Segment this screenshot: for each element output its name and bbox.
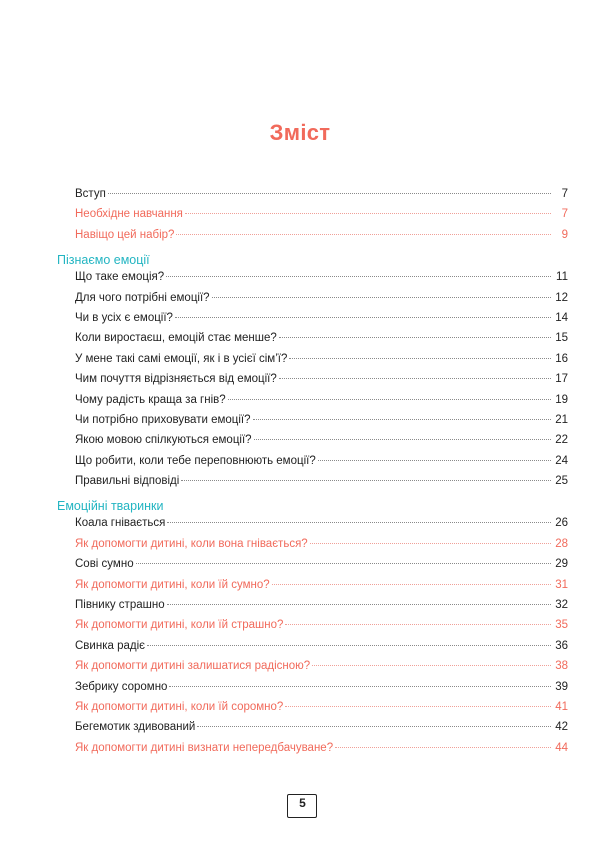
toc-entry-page: 36 <box>555 639 568 652</box>
section-1-items <box>75 271 568 495</box>
toc-entry <box>75 599 568 619</box>
toc-entry-label: Для чого потрібні емоції? <box>75 291 210 304</box>
toc-entry-page: 38 <box>555 660 568 673</box>
toc-entry <box>75 414 568 434</box>
toc-entry <box>75 681 568 701</box>
dot-leader <box>285 624 551 625</box>
toc-entry-page: 9 <box>561 228 568 241</box>
dot-leader <box>185 213 551 214</box>
dot-leader <box>169 686 551 687</box>
toc-entry-page: 16 <box>555 352 568 365</box>
table-of-contents <box>57 188 568 762</box>
dot-leader <box>167 604 551 605</box>
toc-entry <box>75 188 568 208</box>
toc-entry-page: 11 <box>556 271 568 284</box>
toc-entry-page: 26 <box>555 517 568 530</box>
toc-entry-page: 32 <box>555 599 568 612</box>
dot-leader <box>253 419 551 420</box>
dot-leader <box>272 584 551 585</box>
dot-leader <box>254 439 551 440</box>
toc-entry-label: Що робити, коли тебе переповнюють емоції? <box>75 454 316 467</box>
toc-entry-label: Сові сумно <box>75 558 134 571</box>
toc-entry-page: 17 <box>555 373 568 386</box>
toc-entry <box>75 292 568 312</box>
toc-entry-label: Необхідне навчання <box>75 208 183 221</box>
toc-entry-page: 42 <box>555 721 568 734</box>
toc-entry-label: Чим почуття відрізняється від емоції? <box>75 373 277 386</box>
toc-entry <box>75 640 568 660</box>
toc-entry <box>75 538 568 558</box>
toc-entry <box>75 619 568 639</box>
toc-entry-label: Як допомогти дитині залишатися радісною? <box>75 660 311 673</box>
toc-entry <box>75 394 568 414</box>
toc-entry-label: Чому радість краща за гнів? <box>75 393 226 406</box>
dot-leader <box>279 378 551 379</box>
section-heading-1: Пізнаємо емоції <box>57 253 150 268</box>
toc-entry-label: Чи потрібно приховувати емоції? <box>75 413 251 426</box>
toc-entry-page: 35 <box>555 619 568 632</box>
dot-leader <box>181 480 551 481</box>
toc-entry-page: 7 <box>561 208 568 221</box>
toc-entry-page: 24 <box>555 454 568 467</box>
dot-leader <box>197 726 551 727</box>
toc-entry <box>75 312 568 332</box>
toc-entry-label: Як допомогти дитині, коли їй страшно? <box>75 619 284 632</box>
toc-entry-label: Що таке емоція? <box>75 271 165 284</box>
toc-entry-label: Вступ <box>75 188 106 200</box>
dot-leader <box>175 317 551 318</box>
toc-entry <box>75 208 568 228</box>
dot-leader <box>228 399 551 400</box>
page-title: Зміст <box>269 120 331 145</box>
dot-leader <box>136 563 551 564</box>
toc-entry-page: 29 <box>555 558 568 571</box>
toc-entry <box>75 579 568 599</box>
toc-entry-page: 19 <box>555 393 568 406</box>
dot-leader <box>335 747 551 748</box>
dot-leader <box>318 460 551 461</box>
toc-entry-page: 14 <box>555 311 568 324</box>
toc-entry <box>75 455 568 475</box>
toc-entry-label: Коли виростаєш, емоцій стає менше? <box>75 332 277 345</box>
toc-entry <box>75 475 568 495</box>
toc-entry-page: 22 <box>555 434 568 447</box>
toc-entry-page: 44 <box>555 741 568 754</box>
toc-entry <box>75 353 568 373</box>
dot-leader <box>279 337 551 338</box>
toc-entry <box>75 434 568 454</box>
dot-leader <box>176 234 551 235</box>
toc-entry-label: Півнику страшно <box>75 599 165 612</box>
dot-leader <box>167 522 551 523</box>
toc-entry-page: 31 <box>555 578 568 591</box>
toc-entry <box>75 701 568 721</box>
page-number-box <box>287 788 317 817</box>
toc-entry-label: Якою мовою спілкуються емоції? <box>75 434 252 447</box>
toc-entry <box>75 373 568 393</box>
dot-leader <box>285 706 551 707</box>
toc-entry <box>75 660 568 680</box>
toc-entry-page: 15 <box>555 332 568 345</box>
toc-entry-label: Чи в усіх є емоції? <box>75 311 173 324</box>
toc-entry <box>75 271 568 291</box>
section-2-items <box>75 517 568 762</box>
toc-entry <box>75 558 568 578</box>
toc-entry-label: Правильні відповіді <box>75 475 180 488</box>
dot-leader <box>166 276 551 277</box>
section-heading-2: Емоційні тваринки <box>57 499 164 514</box>
toc-entry-label: Як допомогти дитині, коли їй соромно? <box>75 700 284 713</box>
toc-entry <box>75 229 568 249</box>
toc-entry <box>75 517 568 537</box>
toc-entry-label: Навіщо цей набір? <box>75 228 175 241</box>
toc-entry-page: 12 <box>555 291 568 304</box>
toc-entry-page: 21 <box>555 413 568 426</box>
toc-entry <box>75 721 568 741</box>
page-number: 5 <box>299 796 306 810</box>
toc-entry-label: Як допомогти дитині, коли вона гнівається? <box>75 537 308 550</box>
dot-leader <box>289 358 551 359</box>
dot-leader <box>212 297 551 298</box>
toc-entry-page: 41 <box>555 700 568 713</box>
toc-entry-label: Коала гнівається <box>75 517 166 530</box>
toc-entry <box>75 332 568 352</box>
toc-entry-label: У мене такі самі емоції, як і в усієї сім’ї? <box>75 352 288 365</box>
toc-entry-label: Свинка радіє <box>75 639 145 652</box>
toc-entry-page: 25 <box>555 475 568 488</box>
intro-group <box>75 188 568 249</box>
toc-entry-label: Як допомогти дитині, коли їй сумно? <box>75 578 270 591</box>
dot-leader <box>310 543 551 544</box>
dot-leader <box>108 193 551 194</box>
dot-leader <box>312 665 551 666</box>
toc-entry <box>75 742 568 762</box>
toc-entry-page: 7 <box>561 188 568 200</box>
toc-entry-label: Бегемотик здивований <box>75 721 196 734</box>
toc-entry-label: Як допомогти дитині визнати непередбачуване? <box>75 741 334 754</box>
toc-entry-label: Зебрику соромно <box>75 680 168 693</box>
toc-entry-page: 39 <box>555 680 568 693</box>
dot-leader <box>147 645 551 646</box>
toc-entry-page: 28 <box>555 537 568 550</box>
